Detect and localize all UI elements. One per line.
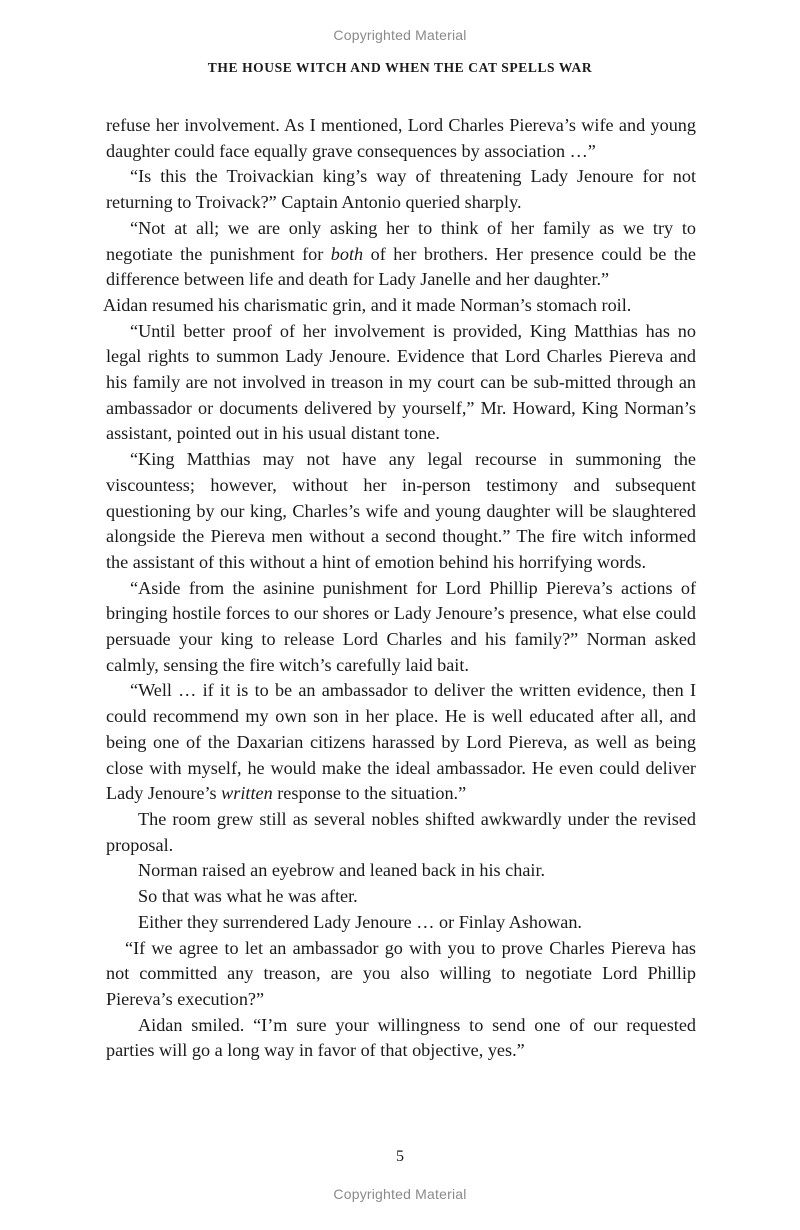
copyright-notice-top: Copyrighted Material	[333, 27, 467, 43]
paragraph: “Well … if it is to be an ambassador to deliver the written evidence, then I could recommend my own son in her place. He is well educated after all, and being one of the Daxarian citizens harassed by Lord Piereva, as well as being close with myself, he would make the ideal ambassador. He even could deliver Lady Jenoure’s written response to the situation.”	[106, 680, 696, 804]
running-head-title: THE HOUSE WITCH AND WHEN THE CAT SPELLS WAR	[207, 60, 593, 75]
paragraph: Either they surrendered Lady Jenoure … or Finlay Ashowan.	[138, 911, 582, 932]
paragraph: Aidan resumed his charismatic grin, and it made Norman’s stomach roil.	[103, 294, 632, 315]
copyright-notice-bottom: Copyrighted Material	[333, 1186, 467, 1202]
body-text	[103, 113, 696, 1064]
paragraph: “Aside from the asinine punishment for Lord Phillip Piereva’s actions of bringing hostile forces to our shores or Lady Jenoure’s presence, what else could persuade your king to release Lord Charles and his family?” Norman asked calmly, sensing the fire witch’s carefully laid bait.	[106, 577, 696, 675]
paragraph: “Not at all; we are only asking her to think of her family as we try to negotiate the punishment for both of her brothers. Her presence could be the difference between life and death for Lady Janelle and her daughter.”	[106, 217, 696, 290]
page-number: 5	[396, 1148, 404, 1165]
paragraph: “If we agree to let an ambassador go with you to prove Charles Piereva has not committed any treason, are you also willing to negotiate Lord Phillip Piereva’s execution?”	[106, 937, 696, 1009]
emphasis: written	[221, 783, 273, 804]
paragraph: “Until better proof of her involvement is provided, King Matthias has no legal rights to summon Lady Jenoure. Evidence that Lord Charles Piereva and his family are not involved in treason in my court can be sub-mitted through an ambassador or documents delivered by yourself,” Mr. Howard, King Norman’s assistant, pointed out in his usual distant tone.	[106, 320, 696, 444]
paragraph: The room grew still as several nobles shifted awkwardly under the revised proposal.	[106, 808, 696, 855]
paragraph: Aidan smiled. “I’m sure your willingness to send one of our requested parties will go a long way in favor of that objective, yes.”	[106, 1014, 696, 1061]
paragraph: Norman raised an eyebrow and leaned back in his chair.	[138, 860, 546, 881]
emphasis: both	[330, 243, 364, 264]
paragraph: refuse her involvement. As I mentioned, Lord Charles Piereva’s wife and young daughter could face equally grave consequences by association …”	[106, 115, 696, 161]
paragraph: “Is this the Troivackian king’s way of threatening Lady Jenoure for not returning to Troivack?” Captain Antonio queried sharply.	[106, 166, 696, 213]
paragraph: So that was what he was after.	[138, 886, 358, 907]
paragraph: “King Matthias may not have any legal recourse in summoning the viscountess; however, without her in-person testimony and subsequent questioning by our king, Charles’s wife and young daughter will be slaughtered alongside the Piereva men without a second thought.” The fire witch informed the assistant of this without a hint of emotion behind his horrifying words.	[106, 449, 696, 572]
